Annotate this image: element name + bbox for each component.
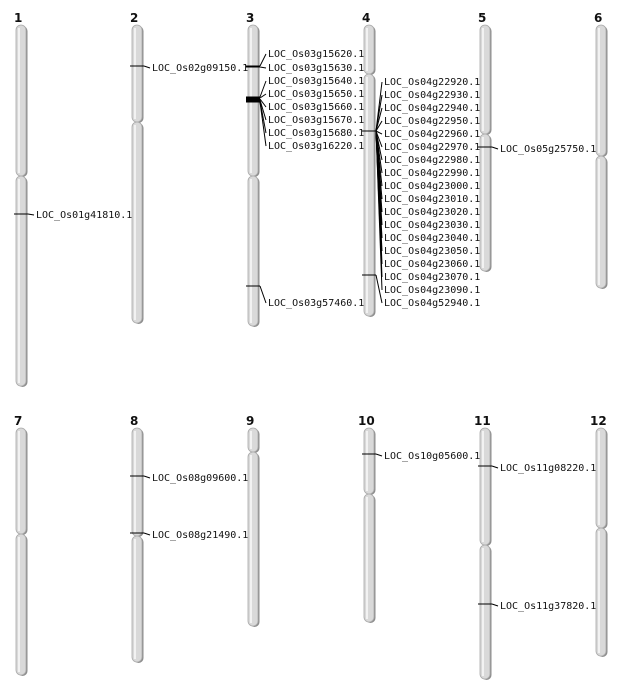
chromosome-label: 9 [246,414,255,428]
chromosome-arm [596,428,606,528]
gene-label: LOC_Os03g16220.1 [268,141,365,152]
chromosome-arm-highlight [598,531,600,653]
chromosome-arm-highlight [482,28,484,131]
chromosome-arm [248,452,258,626]
gene-leader-line [28,214,34,215]
gene-leader-line [144,476,150,478]
gene-label: LOC_Os03g15630.1 [268,63,365,74]
gene-leader-line [260,286,266,303]
chromosome-11 [474,414,596,680]
chromosome-8 [130,414,248,663]
chromosome-label: 1 [14,11,23,25]
chromosome-arm-highlight [482,431,484,542]
gene-leader-line [144,66,150,68]
chromosome-arm [480,428,490,545]
chromosome-arm [248,428,258,452]
gene-label: LOC_Os03g15660.1 [268,102,365,113]
gene-leader-line [492,604,498,606]
gene-label: LOC_Os04g22920.1 [384,77,481,88]
gene-label: LOC_Os01g41810.1 [36,210,133,221]
chromosome-arm-highlight [18,28,20,173]
chromosome-arm [16,428,26,534]
gene-label: LOC_Os04g23020.1 [384,207,481,218]
chromosome-arm [364,25,374,74]
chromosome-arm-highlight [18,537,20,672]
gene-label: LOC_Os04g23060.1 [384,259,481,270]
chromosome-arm-highlight [250,455,252,623]
chromosome-12 [590,414,608,657]
chromosome-arm-highlight [134,539,136,659]
chromosome-arm [364,74,374,316]
chromosome-arm-highlight [18,179,20,383]
chromosome-arm-highlight [134,28,136,119]
gene-label: LOC_Os08g09600.1 [152,473,249,484]
gene-label: LOC_Os04g22930.1 [384,90,481,101]
chromosome-label: 10 [358,414,375,428]
gene-label: LOC_Os04g22990.1 [384,168,481,179]
chromosome-2 [130,11,248,324]
gene-label: LOC_Os03g57460.1 [268,298,365,309]
gene-leader-line [260,54,266,66]
chromosome-arm [16,25,26,176]
chromosome-arm-highlight [134,431,136,533]
gene-label: LOC_Os11g37820.1 [500,601,597,612]
chromosome-arm-highlight [366,28,368,71]
chromosome-9 [246,414,260,627]
chromosome-arm-highlight [18,431,20,531]
gene-label: LOC_Os03g15650.1 [268,89,365,100]
chromosome-arm [480,134,490,271]
chromosome-arm-highlight [482,137,484,268]
chromosome-arm [132,428,142,536]
chromosome-6 [594,11,608,289]
gene-label: LOC_Os04g22950.1 [384,116,481,127]
chromosome-arm [596,528,606,656]
chromosome-label: 7 [14,414,23,428]
chromosome-arm-highlight [250,179,252,323]
chromosome-label: 5 [478,11,487,25]
chromosome-arm-highlight [598,28,600,153]
chromosome-label: 2 [130,11,139,25]
chromosome-7 [14,414,28,676]
gene-label: LOC_Os04g22940.1 [384,103,481,114]
gene-leader-line [260,67,266,68]
chromosome-label: 12 [590,414,607,428]
chromosome-arm-highlight [134,125,136,320]
chromosome-arm-highlight [598,159,600,285]
gene-label: LOC_Os04g23050.1 [384,246,481,257]
chromosome-arm [16,176,26,386]
chromosome-arm [480,545,490,679]
chromosome-arm [132,122,142,323]
gene-leader-line [144,533,150,535]
gene-label: LOC_Os04g22960.1 [384,129,481,140]
chromosome-label: 4 [362,11,371,25]
chromosome-arm [248,176,258,326]
chromosome-arm-highlight [482,548,484,676]
chromosome-10 [358,414,480,623]
gene-label: LOC_Os05g25750.1 [500,144,597,155]
chromosome-arm [596,156,606,288]
gene-label: LOC_Os03g15680.1 [268,128,365,139]
chromosome-label: 6 [594,11,603,25]
gene-label: LOC_Os04g22980.1 [384,155,481,166]
chromosome-arm-highlight [250,431,252,449]
gene-leader-line [376,454,382,456]
chromosome-arm [16,534,26,675]
chromosome-label: 8 [130,414,139,428]
chromosome-1 [14,11,132,387]
gene-leader-line [492,466,498,468]
chromosome-label: 3 [246,11,255,25]
gene-label: LOC_Os04g52940.1 [384,298,481,309]
chromosome-arm [132,536,142,662]
gene-leader-line [492,147,498,149]
chromosome-5 [478,11,596,272]
chromosome-arm [364,494,374,622]
gene-label: LOC_Os04g22970.1 [384,142,481,153]
gene-label: LOC_Os04g23090.1 [384,285,481,296]
gene-label: LOC_Os10g05600.1 [384,451,481,462]
gene-label: LOC_Os04g23000.1 [384,181,481,192]
gene-label: LOC_Os02g09150.1 [152,63,249,74]
chromosome-arm [596,25,606,156]
gene-label: LOC_Os04g23040.1 [384,233,481,244]
chromosome-arm-highlight [366,77,368,313]
chromosome-3 [246,11,364,327]
gene-label: LOC_Os04g23030.1 [384,220,481,231]
chromosome-arm [480,25,490,134]
chromosome-4 [362,11,480,317]
chromosome-arm-highlight [598,431,600,525]
gene-label: LOC_Os03g15640.1 [268,76,365,87]
chromosome-label: 11 [474,414,491,428]
gene-label: LOC_Os04g23070.1 [384,272,481,283]
chromosome-arm [132,25,142,122]
gene-label: LOC_Os03g15670.1 [268,115,365,126]
chromosome-arm [364,428,374,494]
gene-label: LOC_Os08g21490.1 [152,530,249,541]
chromosome-arm-highlight [366,431,368,491]
chromosome-arm-highlight [366,497,368,619]
gene-label: LOC_Os03g15620.1 [268,49,365,60]
gene-label: LOC_Os11g08220.1 [500,463,597,474]
gene-label: LOC_Os04g23010.1 [384,194,481,205]
